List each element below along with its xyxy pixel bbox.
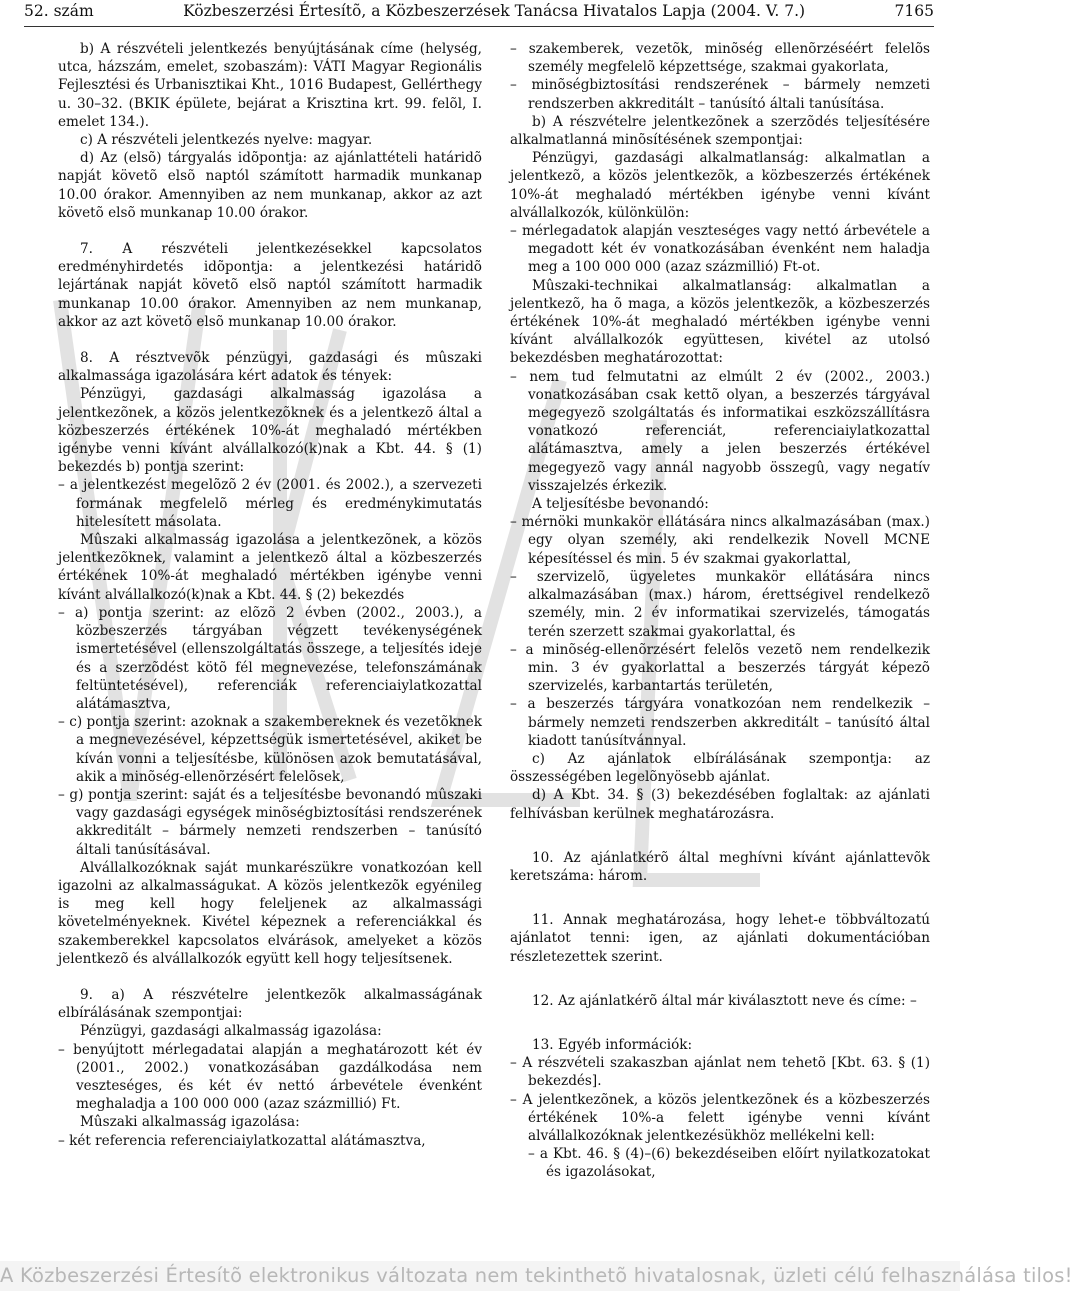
page-header bbox=[24, 0, 934, 27]
left-column bbox=[58, 40, 482, 1150]
paragraph: c) Az ajánlatok elbírálásának szempontja: az összességében legelõnyösebb ajánlat. bbox=[510, 750, 930, 786]
paragraph: c) A részvételi jelentkezés nyelve: magyar. bbox=[80, 132, 373, 149]
list-item: – A részvételi szakaszban ajánlat nem tehetõ [Kbt. 63. § (1) bekezdés]. bbox=[510, 1055, 930, 1090]
paragraph: d) A Kbt. 34. § (3) bekezdésében foglaltak: az ajánlati felhívásban kerülnek meghatározásra. bbox=[510, 787, 930, 822]
list-item: – mérlegadatok alapján veszteséges vagy nettó árbevétele a megadott két év vonatkozásában évenként nem haladja meg a 100 000 000 (azaz százmillió) Ft-ot. bbox=[510, 223, 930, 276]
list-item: – szervizelõ, ügyeletes munkakör ellátására nincs alkalmazásában (max.) három, érettségivel rendelkezõ személy, min. 2 év informatikai szervizelés, támogatás terén szerzett szakmai gyakorlattal, és bbox=[510, 568, 930, 640]
paragraph: b) A részvételi jelentkezés benyújtásának címe (helység, utca, házszám, emelet, szobaszám): VÁTI Magyar Regionális Fejlesztési és Urbanisztikai Kht., 1016 Budapest, Gellérthegy u. 30–32. (BKIK épülete, bejárat a Krisztina krt. 99. felõl, I. emelet 134.). bbox=[58, 41, 482, 130]
section-11: 11. Annak meghatározása, hogy lehet-e többváltozatú ajánlatot tenni: igen, az ajánlati dokumentációban részletezettek szerint. bbox=[510, 912, 930, 965]
paragraph: Mûszaki-technikai alkalmatlanság: alkalmatlan a jelentkezõ, ha õ maga, a közös jelentkezõk, a közbeszerzés értékének 10%-át meghaladó mértékben igénybe venni kívánt alvállalkozók együttesen, kivétel az utolsó bekezdésben meghatározottat: bbox=[510, 277, 930, 367]
list-item: – mérnöki munkakör ellátására nincs alkalmazásában (max.) egy olyan személy, aki rendelkezik Novell MCNE képesítéssel és min. 5 év szakmai gyakorlattal, bbox=[510, 514, 930, 567]
paragraph: Mûszaki alkalmasság igazolása a jelentkezõnek, a közös jelentkezõknek, valamint a jelentkezõ által a közbeszerzés értékének 10%-át meghaladó mértékben igénybe venni kívánt alvállalkozó(k)nak a Kbt. 44. § (2) bekezdés bbox=[58, 532, 482, 603]
section-9: 9. a) A részvételre jelentkezõk alkalmasságának elbírálásának szempontjai: bbox=[58, 986, 482, 1022]
footer-notice: A Közbeszerzési Értesítõ elektronikus változata nem tekinthetõ hivatalosnak, üzleti célú felhasználása tilos! bbox=[0, 1261, 960, 1291]
paragraph: Pénzügyi, gazdasági alkalmasság igazolása a jelentkezõnek, a közös jelentkezõknek és a jelentkezõ által a közbeszerzés értékének 10%-át meghaladó mértékben igénybe venni kívánt alvállalkozó(k)nak a Kbt. 44. § (1) bekezdés b) pontja szerint: bbox=[58, 386, 482, 476]
list-item: – A jelentkezõnek, a közös jelentkezõnek és a közbeszerzés értékének 10%-a felett igénybe venni kívánt alvállalkozóknak jelentkezésükhöz mellékelni kell: bbox=[510, 1091, 930, 1144]
list-item: – a minõség-ellenõrzésért felelõs vezetõ nem rendelkezik min. 3 év gyakorlattal a beszerzés tárgyát képezõ szervizelés, karbantartás területén, bbox=[510, 641, 930, 695]
list-item: – a Kbt. 46. § (4)–(6) bekezdéseiben elõírt nyilatkozatokat és igazolásokat, bbox=[528, 1146, 930, 1181]
list-item: – nem tud felmutatni az elmúlt 2 év (2002., 2003.) vonatkozásában csak kettõ olyan, a beszerzés tárgyával megegyezõ szolgáltatás és informatikai eszközszállításra vonatkozó referenciát, referenciaiylatkozattal alátámasztva, amely a jelen beszerzés értékével megegyezõ vagy annál nagyobb összegû, vagy negatív visszajelzés érkezik. bbox=[510, 368, 930, 494]
paragraph: Pénzügyi, gazdasági alkalmatlanság: alkalmatlan a jelentkezõ, a közös jelentkezõk, a közbeszerzés értékének 10%-át meghaladó mértékben igénybe venni kívánt alvállalkozók, különkülön: bbox=[510, 150, 930, 221]
section-12: 12. Az ajánlatkérõ által már kiválasztott neve és címe: – bbox=[532, 992, 917, 1009]
paragraph: Alvállalkozóknak saját munkarészükre vonatkozóan kell igazolni az alkalmasságukat. A közös jelentkezõk egyénileg is meg kell hogy feleljenek az alkalmassági követelményeknek. Kivétel képeznek a referenciákkal és szakemberekkel kapcsolatos elvárások, amelyeket a közös jelentkezõ és alvállalkozók együtt kell hogy teljesítsenek. bbox=[58, 859, 482, 967]
journal-title: Közbeszerzési Értesítõ, a Közbeszerzések Tanácsa Hivatalos Lapja (2004. V. 7.) bbox=[183, 2, 806, 20]
list-item: – minõségbiztosítási rendszerének – bármely nemzeti rendszerben akkreditált – tanúsító általi tanúsítása. bbox=[510, 77, 930, 112]
paragraph: Mûszaki alkalmasság igazolása: bbox=[80, 1114, 300, 1131]
page-number: 7165 bbox=[894, 2, 934, 20]
paragraph: Pénzügyi, gazdasági alkalmasság igazolása: bbox=[80, 1023, 382, 1040]
list-item: – g) pontja szerint: saját és a teljesítésbe bevonandó mûszaki vagy gazdasági egységek minõségbiztosítási rendszerének akkreditált – bármely nemzeti rendszerben – tanúsító általi tanúsításával. bbox=[58, 786, 482, 858]
list-item: – két referencia referenciaiylatkozattal alátámasztva, bbox=[58, 1132, 426, 1149]
paragraph: A teljesítésbe bevonandó: bbox=[532, 496, 709, 513]
section-10: 10. Az ajánlatkérõ által meghívni kívánt ajánlattevõk keretszáma: három. bbox=[510, 849, 930, 884]
section-7: 7. A részvételi jelentkezésekkel kapcsolatos eredményhirdetés idõpontja: a jelentkezési határidõ lejártának napját követõ elsõ naptól számított harmadik munkanap 10.00 órakor. Amennyiben az nem munkanap, akkor az azt követõ elsõ munkanap 10.00 órakor. bbox=[58, 241, 482, 330]
section-8: 8. A résztvevõk pénzügyi, gazdasági és mûszaki alkalmassága igazolására kért adatok és tények: bbox=[58, 350, 482, 385]
issue-number: 52. szám bbox=[24, 2, 94, 20]
list-item: – a) pontja szerint: az elõzõ 2 évben (2002., 2003.), a közbeszerzés tárgyában végzett tevékenységének ismertetésével (ellenszolgáltatás összege, a teljesítés ideje és a szerzõdést kötõ fél megnevezése, telefonszámának feltüntetésével), referenciák referenciaiylatkozattal alátámasztva, bbox=[58, 604, 482, 712]
list-item: – a beszerzés tárgyára vonatkozóan nem rendelkezik – bármely nemzeti rendszerben akkreditált – tanúsító által kiadott tanúsítvánnyal. bbox=[510, 696, 930, 749]
right-column bbox=[510, 40, 930, 1182]
paragraph: b) A részvételre jelentkezõnek a szerzõdés teljesítésére alkalmatlanná minõsítésének szempontjai: bbox=[510, 113, 930, 149]
list-item: – benyújtott mérlegadatai alapján a meghatározott két év (2001., 2002.) vonatkozásában gazdálkodása nem veszteséges, és két év nettó árbevétele évenként meghaladja a 100 000 000 (azaz százmillió) Ft. bbox=[58, 1041, 482, 1113]
section-13: 13. Egyéb információk: bbox=[532, 1036, 693, 1053]
list-item: – a jelentkezést megelõzõ 2 év (2001. és 2002.), a szervezeti formának megfelelõ mérleg és eredménykimutatás hitelesített másolata. bbox=[58, 477, 482, 530]
list-item: – szakemberek, vezetõk, minõség ellenõrzéséért felelõs személy megfelelõ képzettsége, szakmai gyakorlata, bbox=[510, 41, 930, 76]
paragraph: d) Az (elsõ) tárgyalás idõpontja: az ajánlattételi határidõ napját követõ elsõ naptól számított harmadik munkanap 10.00 órakor. Amennyiben az nem munkanap, akkor az azt követõ elsõ munkanap 10.00 órakor. bbox=[58, 150, 482, 221]
list-item: – c) pontja szerint: azoknak a szakembereknek és vezetõknek a megnevezésével, képzettségük ismertetésével, akiket be kíván vonni a teljesítésbe, különösen azok bemutatásával, akik a minõség-ellenõrzésért felelõsek, bbox=[58, 714, 482, 785]
